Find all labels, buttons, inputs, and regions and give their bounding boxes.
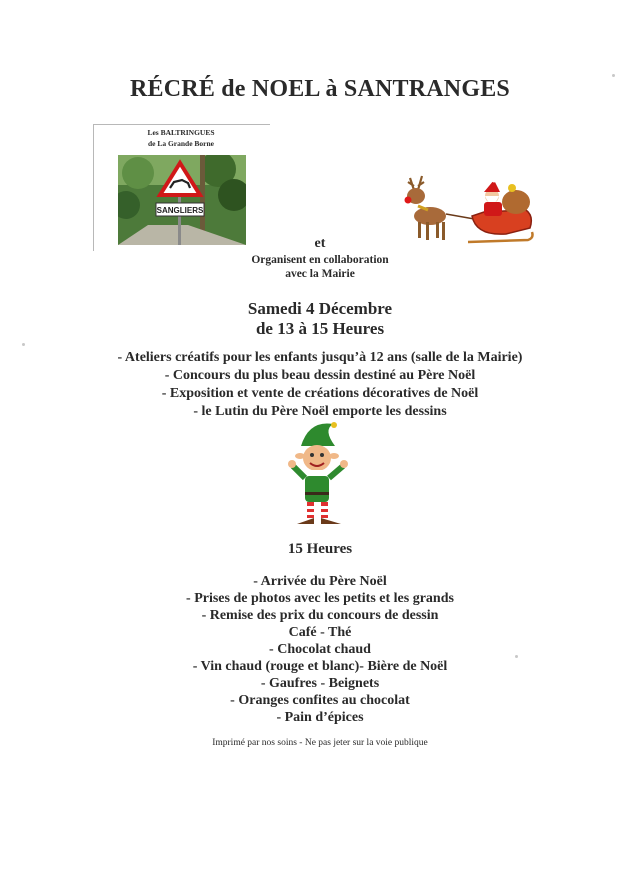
road-sign-photo <box>118 155 246 245</box>
scan-speck <box>515 655 518 658</box>
activity-item: - le Lutin du Père Noël emporte les dessins <box>193 404 447 419</box>
program-item: - Pain d’épices <box>276 710 364 725</box>
activity-item: - Ateliers créatifs pour les enfants jusqu’à 12 ans (salle de la Mairie) <box>117 350 523 365</box>
program-item: - Chocolat chaud <box>269 642 371 657</box>
footer-note: Imprimé par nos soins - Ne pas jeter sur la voie publique <box>212 738 428 748</box>
activity-item: - Concours du plus beau dessin destiné au Père Noël <box>164 368 476 383</box>
program-item: - Gaufres - Beignets <box>260 676 380 691</box>
logo-line-1: Les BALTRINGUES <box>147 128 215 137</box>
program-item: - Oranges confites au chocolat <box>230 693 410 708</box>
organisers-line-1: Organisent en collaboration <box>251 254 389 266</box>
poster-title: RÉCRÉ de NOEL à SANTRANGES <box>130 76 510 102</box>
program-item: - Prises de photos avec les petits et les grands <box>186 591 454 606</box>
et-text: et <box>314 236 326 251</box>
santa-sleigh-illustration <box>388 172 536 250</box>
afternoon-heading: 15 Heures <box>287 541 353 557</box>
scan-speck <box>612 74 615 77</box>
logo-line-2: de La Grande Borne <box>147 139 215 148</box>
program-item: - Vin chaud (rouge et blanc)- Bière de Noël <box>192 659 448 674</box>
program-item: - Remise des prix du concours de dessin <box>201 608 439 623</box>
sign-label: SANGLIERS <box>156 206 204 215</box>
scan-speck <box>22 343 25 346</box>
program-item: - Arrivée du Père Noël <box>253 574 387 589</box>
event-date: Samedi 4 Décembre <box>247 299 393 318</box>
organisers-line-2: avec la Mairie <box>285 268 355 280</box>
program-item: Café - Thé <box>288 625 352 640</box>
elf-illustration <box>283 420 355 530</box>
activity-item: - Exposition et vente de créations décoratives de Noël <box>161 386 479 401</box>
event-hours: de 13 à 15 Heures <box>255 319 385 338</box>
